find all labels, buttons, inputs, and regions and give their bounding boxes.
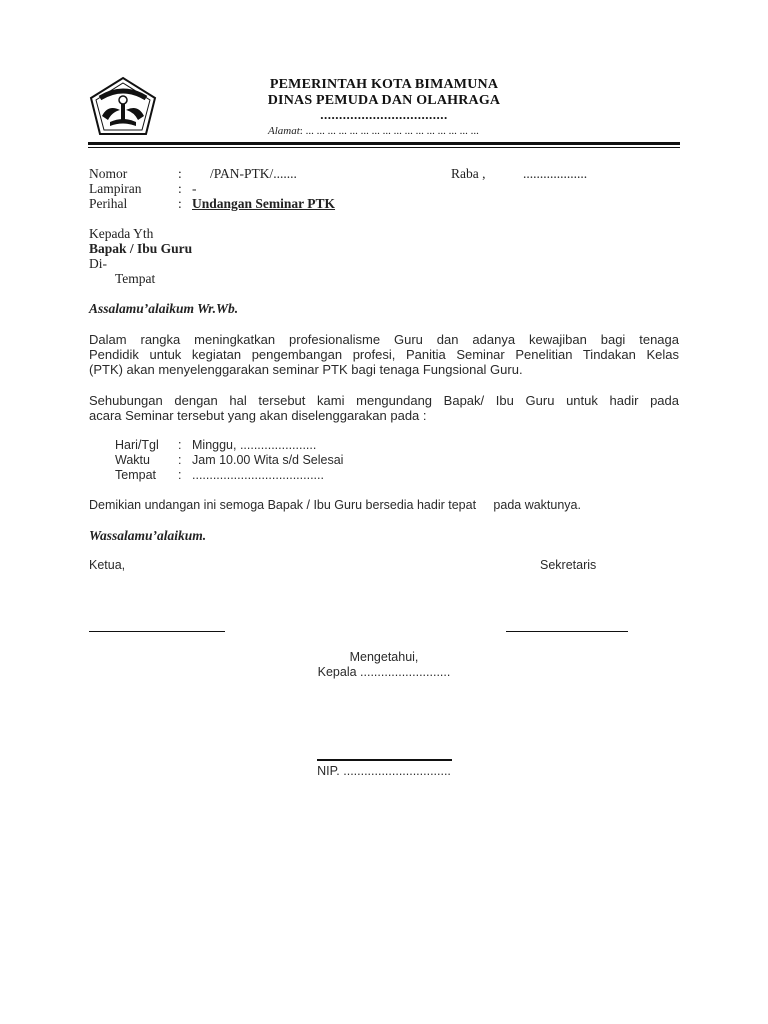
paragraph-intro <box>89 332 679 377</box>
event-day-value: Minggu, ...................... <box>192 438 317 452</box>
address-label: Alamat <box>268 125 300 137</box>
nomor-value: /PAN-PTK/....... <box>210 166 297 181</box>
lampiran-colon: : <box>178 181 182 196</box>
address-line <box>268 125 479 137</box>
government-name: PEMERINTAH KOTA BIMAMUNA <box>269 77 499 92</box>
letterhead-rule-thick <box>88 142 680 145</box>
address-value: : ... ... ... ... ... ... ... ... ... ... ... ... ... ... ... ... <box>299 125 479 137</box>
letterhead-dots: .................................. <box>320 107 448 122</box>
recipient-place: Tempat <box>115 271 156 286</box>
nomor-colon: : <box>178 166 182 181</box>
secretary-title: Sekretaris <box>540 558 597 572</box>
event-place-colon: : <box>178 468 182 482</box>
chairman-signature-line <box>89 631 225 632</box>
recipient-name: Bapak / Ibu Guru <box>89 241 193 256</box>
perihal-value: Undangan Seminar PTK <box>192 196 336 211</box>
head-title: Kepala .......................... <box>317 665 451 679</box>
nomor-label: Nomor <box>89 166 128 181</box>
head-signature-line <box>317 759 452 761</box>
paragraph-invitation-line-1: Sehubungan dengan hal tersebut kami mengundang Bapak/ Ibu Guru untuk hadir pada <box>89 393 679 408</box>
paragraph-intro-line-3: (PTK) akan menyelenggarakan seminar PTK bagi tenaga Fungsional Guru. <box>89 362 523 377</box>
acknowledged-label: Mengetahui, <box>349 650 419 664</box>
closing-text: Demikian undangan ini semoga Bapak / Ibu Guru bersedia hadir tepat pada waktunya. <box>89 498 581 512</box>
date-label: Raba , <box>451 166 486 181</box>
secretary-signature-line <box>506 631 628 632</box>
perihal-colon: : <box>178 196 182 211</box>
agency-name: DINAS PEMUDA DAN OLAHRAGA <box>267 93 501 108</box>
event-time-label: Waktu <box>115 453 150 467</box>
chairman-title: Ketua, <box>89 558 126 572</box>
date-value: ................... <box>523 166 588 181</box>
perihal-label: Perihal <box>89 196 128 211</box>
event-day-colon: : <box>178 438 182 452</box>
lampiran-value: - <box>192 181 197 196</box>
head-nip: NIP. ............................... <box>317 764 451 778</box>
recipient-greeting: Kepada Yth <box>89 226 154 241</box>
lampiran-label: Lampiran <box>89 181 142 196</box>
recipient-di: Di- <box>89 256 107 271</box>
closing-salutation: Wassalamu’alaikum. <box>89 528 207 543</box>
paragraph-invitation-line-2: acara Seminar tersebut yang akan diselenggarakan pada : <box>89 408 427 423</box>
event-place-value: ...................................... <box>192 468 324 482</box>
event-day-label: Hari/Tgl <box>115 438 159 452</box>
paragraph-intro-line-1: Dalam rangka meningkatkan profesionalisme Guru dan adanya kewajiban bagi tenaga <box>89 332 679 347</box>
event-time-value: Jam 10.00 Wita s/d Selesai <box>192 453 344 467</box>
paragraph-intro-line-2: Pendidik untuk kegiatan pengembangan profesi, Panitia Seminar Penelitian Tindakan Kelas <box>89 347 679 362</box>
event-time-colon: : <box>178 453 182 467</box>
salutation: Assalamu’alaikum Wr.Wb. <box>89 301 239 316</box>
event-place-label: Tempat <box>115 468 156 482</box>
letterhead-rule-thin <box>88 147 680 148</box>
paragraph-invitation <box>89 393 679 423</box>
